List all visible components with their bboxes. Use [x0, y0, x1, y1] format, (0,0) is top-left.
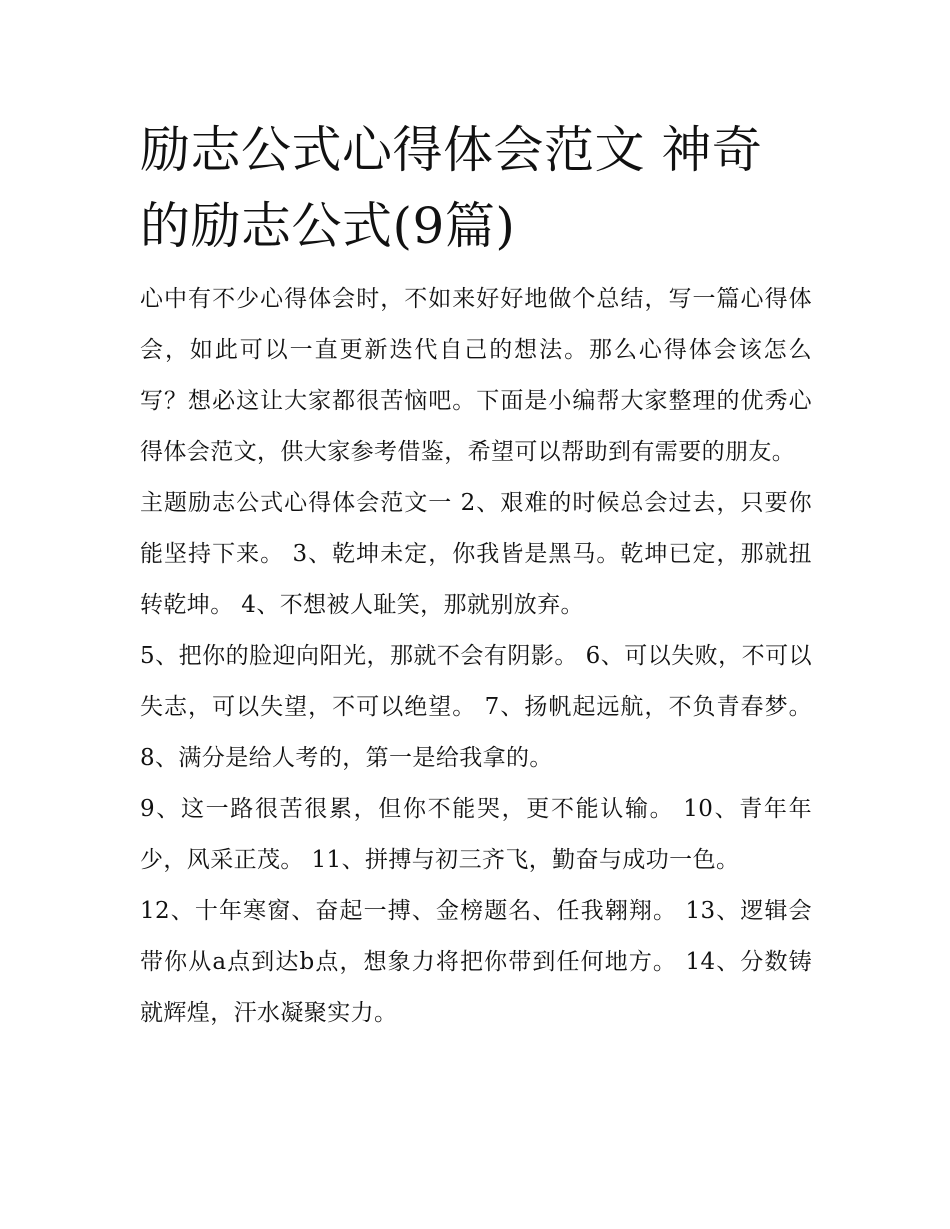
- quote-paragraph-3: 9、这一路很苦很累，但你不能哭，更不能认输。 10、青年年少，风采正茂。 11、拼搏与初三齐飞，勤奋与成功一色。: [140, 796, 812, 873]
- intro-paragraph: 心中有不少心得体会时，不如来好好地做个总结，写一篇心得体会，如此可以一直更新迭代自己的想法。那么心得体会该怎么写？想必这让大家都很苦恼吧。下面是小编帮大家整理的优秀心得体会范文，供大家参考借鉴，希望可以帮助到有需要的朋友。: [140, 286, 812, 465]
- quote-paragraph-1: 主题励志公式心得体会范文一 2、艰难的时候总会过去，只要你能坚持下来。 3、乾坤未定，你我皆是黑马。乾坤已定，那就扭转乾坤。 4、不想被人耻笑，那就别放弃。: [140, 490, 812, 618]
- quote-paragraph-2: 5、把你的脸迎向阳光，那就不会有阴影。 6、可以失败，不可以失志，可以失望，不可以绝望。 7、扬帆起远航，不负青春梦。 8、满分是给人考的，第一是给我拿的。: [140, 643, 812, 771]
- quote-paragraph-4: 12、十年寒窗、奋起一搏、金榜题名、任我翱翔。 13、逻辑会带你从a点到达b点，想象力将把你带到任何地方。 14、分数铸就辉煌，汗水凝聚实力。: [140, 898, 812, 1026]
- document-title: 励志公式心得体会范文 神奇的励志公式(9篇): [140, 121, 763, 255]
- document-page: [140, 112, 812, 1039]
